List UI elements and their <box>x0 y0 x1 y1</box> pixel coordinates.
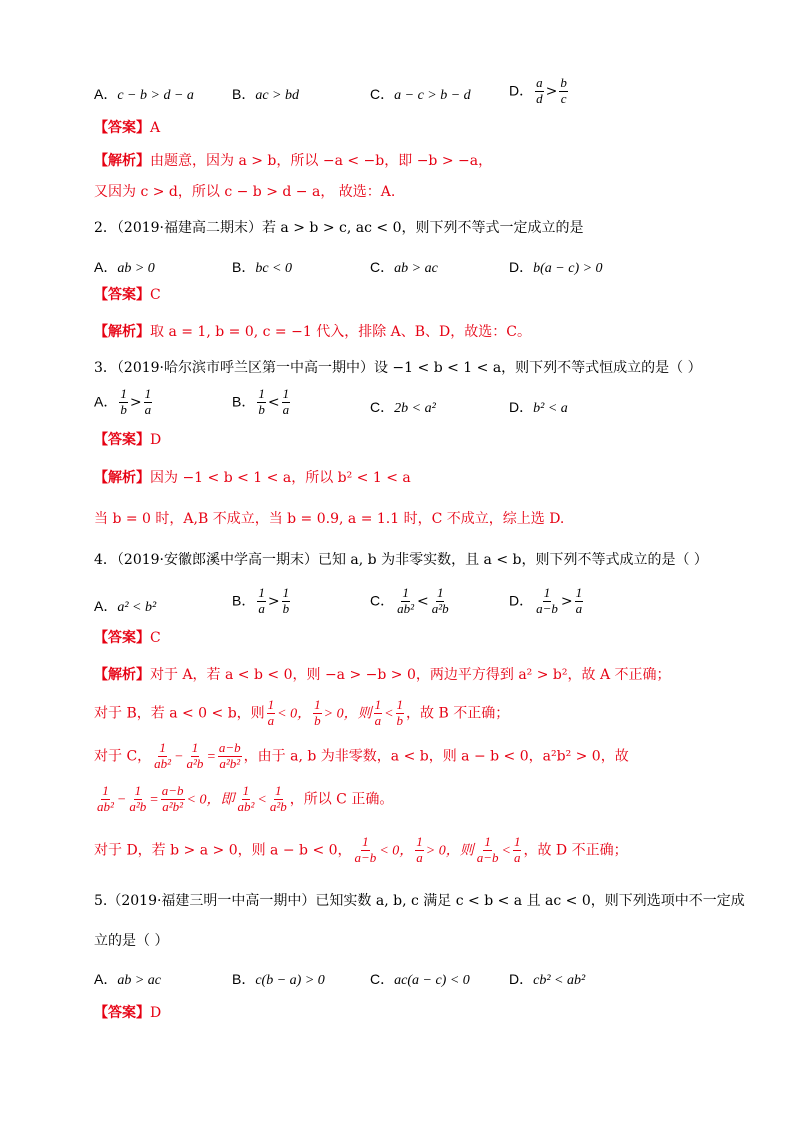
q4-option-c: C． $\frac{1}{\text{ab²}}$ < $\frac{1}{\text{a²b}}$ <box>370 585 449 616</box>
q4-analysis-line1: 【解析】对于 A，若 a < b < 0，则 −a > −b > 0，两边平方得到 a² > b²，故 A 不正确； <box>94 667 671 683</box>
q4-stem: 4．（2019·安徽郎溪中学高一期末）已知 a, b 为非零实数，且 a < b，则下列不等式成立的是（ ） <box>94 552 708 568</box>
q4-analysis-line5: 对于 D，若 b > a > 0，则 a − b < 0， $\frac{1}{a-b}$ < 0， $\frac{1}{a}$ > 0，则 $\frac{1}{a-b}$ < $\frac{1}{a}$ ，故 D 不正确； <box>94 834 628 865</box>
q5-option-b: B．c(b − a) > 0 <box>232 971 325 988</box>
q5-answer: 【答案】D <box>94 1005 162 1021</box>
q3-answer: 【答案】D <box>94 432 162 448</box>
q2-stem: 2．（2019·福建高二期末）若 a > b > c, ac < 0，则下列不等式一定成立的是 <box>94 220 584 236</box>
q2-answer: 【答案】C <box>94 287 161 303</box>
q4-analysis-line2: 对于 B，若 a < 0 < b，则 $\frac{1}{a}$ < 0， $\frac{1}{b}$ > 0，则 $\frac{1}{a}$ < $\frac{1}{b}$ ，故 B 不正确； <box>94 697 510 728</box>
q3-option-d: D．b² < a <box>509 399 568 416</box>
q5-option-d: D．cb² < ab² <box>509 971 586 988</box>
q1-analysis-line2: 又因为 c > d，所以 c − b > d − a， 故选：A. <box>94 184 396 200</box>
q2-analysis-line1: 【解析】取 a = 1, b = 0, c = −1 代入，排除 A、B、D，故选：C。 <box>94 324 531 340</box>
q3-option-c: C．2b < a² <box>370 399 436 416</box>
q1-option-a: A．c − b > d − a <box>94 86 194 103</box>
q3-analysis-line2: 当 b = 0 时，A,B 不成立，当 b = 0.9, a = 1.1 时，C 不成立，综上选 D. <box>94 511 565 527</box>
q4-option-b: B． $\frac{1}{a}$ > $\frac{1}{b}$ <box>232 585 290 616</box>
q2-option-d: D．b(a − c) > 0 <box>509 259 603 276</box>
q4-option-a: A．a² < b² <box>94 598 157 615</box>
q2-option-c: C．ab > ac <box>370 259 438 276</box>
q4-analysis-line4: $\frac{1}{\text{ab²}}$ − $\frac{1}{\text{a²b}}$ = $\frac{a-b}{\text{a²b²}}$ < 0，即 $\frac{1}{\text{ab²}}$ < $\frac{1}{\text{a²b}}$ ，所以 C 正确。 <box>97 783 394 814</box>
q5-stem-line1: 5.（2019·福建三明一中高一期中）已知实数 a, b, c 满足 c < b < a 且 ac < 0，则下列选项中不一定成 <box>94 893 745 909</box>
q3-stem: 3．（2019·哈尔滨市呼兰区第一中高一期中）设 −1 < b < 1 < a，则下列不等式恒成立的是（ ） <box>94 360 702 376</box>
q4-analysis-line3: 对于 C， $\frac{1}{\text{ab²}}$ − $\frac{1}{\text{a²b}}$ = $\frac{a-b}{\text{a²b²}}$ ，由于 a, b 为非零数，a < b，则 a − b < 0，a²b² > 0，故 <box>94 740 629 771</box>
q5-option-c: C．ac(a − c) < 0 <box>370 971 470 988</box>
q2-option-b: B．bc < 0 <box>232 259 293 276</box>
q5-stem-line2: 立的是（ ） <box>94 933 169 949</box>
q3-option-a: A． $\frac{1}{b}$ > $\frac{1}{a}$ <box>94 386 152 417</box>
q4-answer: 【答案】C <box>94 630 161 646</box>
q1-answer: 【答案】A <box>94 120 161 136</box>
q5-option-a: A．ab > ac <box>94 971 162 988</box>
q1-option-d: D． $\frac{a}{d}$ > $\frac{b}{c}$ <box>509 75 567 106</box>
q2-option-a: A．ab > 0 <box>94 259 155 276</box>
q4-option-d: D． $\frac{1}{a-b}$ > $\frac{1}{a}$ <box>509 585 583 616</box>
q3-analysis-line1: 【解析】因为 −1 < b < 1 < a，所以 b² < 1 < a <box>94 470 411 486</box>
q1-option-b: B．ac > bd <box>232 86 300 103</box>
q1-analysis-line1: 【解析】由题意，因为 a > b，所以 −a < −b，即 −b > −a， <box>94 153 493 169</box>
q1-option-c: C．a − c > b − d <box>370 86 471 103</box>
q3-option-b: B． $\frac{1}{b}$ < $\frac{1}{a}$ <box>232 386 290 417</box>
